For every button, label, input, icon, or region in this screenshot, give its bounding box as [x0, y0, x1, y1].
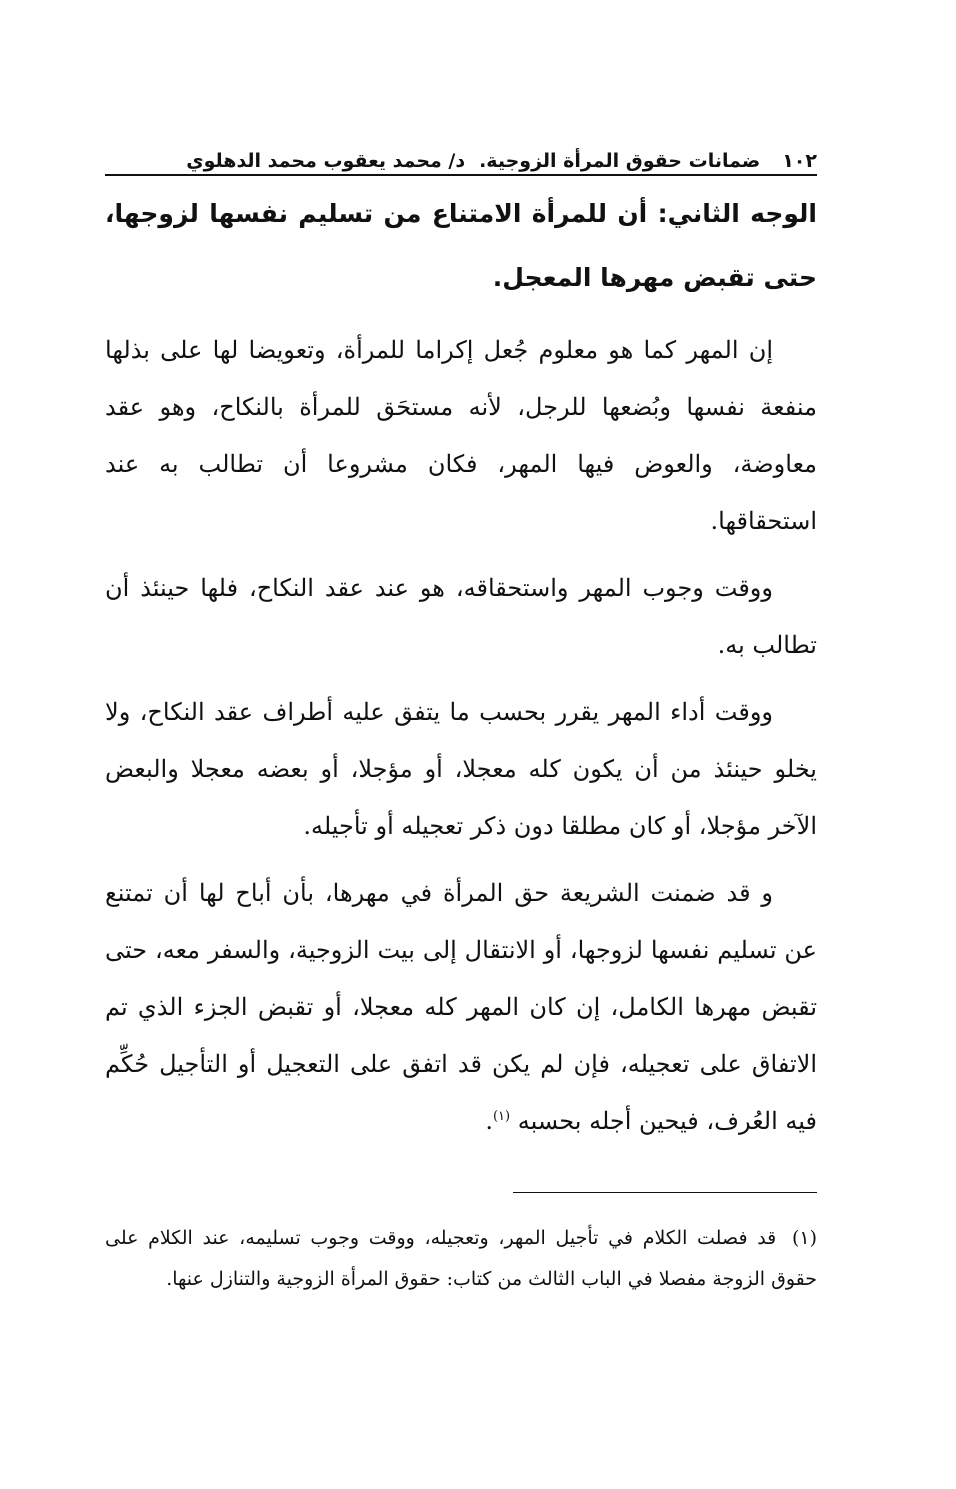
paragraph: إن المهر كما هو معلوم جُعل إكراما للمرأة، وتعويضا لها على بذلها منفعة نفسها وبُضعها للرجل، لأنه مستحَق للمرأة بالنكاح، وهو عقد معاوضة، والعوض فيها المهر، فكان مشروعا أن تطالب به عند استحقاقها.: [105, 336, 817, 535]
author-name: د/ محمد يعقوب محمد الدهلوي: [186, 150, 466, 172]
paragraph-text: و قد ضمنت الشريعة حق المرأة في مهرها، بأن أباح لها أن تمتنع عن تسليم نفسها لزوجها، أو الانتقال إلى بيت الزوجية، والسفر معه، حتى تقبض مهرها الكامل، إن كان المهر كله معجلا، أو تقبض الجزء الذي تم الاتفاق على تعجيله، فإن لم يكن قد اتفق على التعجيل أو التأجيل حُكِّم فيه العُرف، فيحين أجله بحسبه: [105, 879, 817, 1135]
page-body: [105, 150, 817, 1150]
footnote: [105, 1218, 817, 1300]
paragraph: ووقت أداء المهر يقرر بحسب ما يتفق عليه أطراف عقد النكاح، ولا يخلو حينئذ من أن يكون كله معجلا، أو مؤجلا، أو بعضه معجلا والبعض الآخر مؤجلا، أو كان مطلقا دون ذكر تعجيله أو تأجيله.: [105, 698, 817, 840]
footnote-text: قد فصلت الكلام في تأجيل المهر، وتعجيله، ووقت وجوب تسليمه، عند الكلام على حقوق الزوجة مفصلا في الباب الثالث من كتاب: حقوق المرأة الزوجية والتنازل عنها.: [105, 1227, 817, 1290]
running-header: [105, 150, 817, 176]
page-number: ١٠٢: [782, 150, 817, 172]
paragraph-end-period: .: [485, 1107, 493, 1135]
footnote-reference[interactable]: (١): [492, 1109, 511, 1124]
footnote-divider: [513, 1192, 817, 1193]
book-title: ضمانات حقوق المرأة الزوجية.: [479, 150, 761, 172]
paragraph: ووقت وجوب المهر واستحقاقه، هو عند عقد النكاح، فلها حينئذ أن تطالب به.: [105, 574, 817, 659]
footnote-marker: (١): [791, 1227, 817, 1249]
section-heading: الوجه الثاني: أن للمرأة الامتناع من تسليم نفسها لزوجها، حتى تقبض مهرها المعجل.: [105, 199, 817, 292]
paragraph-with-footnote: [105, 865, 817, 1150]
